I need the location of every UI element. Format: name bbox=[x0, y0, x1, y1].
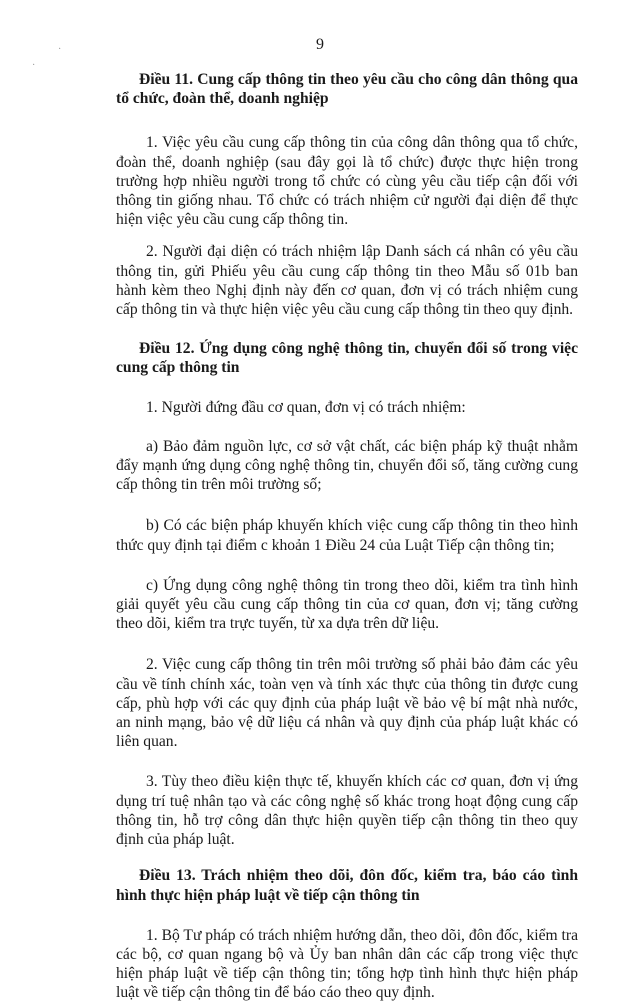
article-12-point-c: c) Ứng dụng công nghệ thông tin trong theo dõi, kiểm tra tình hình giải quyết yêu cầu cung cấp thông tin của cơ quan, đơn vị; tăng cường theo dõi, kiểm tra trực tuyến, từ xa dựa trên dữ liệu. bbox=[116, 576, 578, 633]
scan-speck: · bbox=[32, 60, 36, 71]
article-12-clause-1: 1. Người đứng đầu cơ quan, đơn vị có trách nhiệm: bbox=[146, 398, 466, 416]
article-11-clause-1: 1. Việc yêu cầu cung cấp thông tin của công dân thông qua tổ chức, đoàn thể, doanh nghiệp (sau đây gọi là tổ chức) được thực hiện trong trường hợp nhiều người trong tổ chức có cùng yêu cầu tiếp cận đối với thông tin giống nhau. Tổ chức có trách nhiệm cử người đại diện để thực hiện việc yêu cầu cung cấp thông tin. bbox=[116, 134, 578, 229]
document-body bbox=[116, 70, 578, 1003]
article-12-clause-3: 3. Tùy theo điều kiện thực tế, khuyến khích các cơ quan, đơn vị ứng dụng trí tuệ nhân tạo và các công nghệ số khác trong hoạt động cung cấp thông tin, hỗ trợ công dân thực hiện quyền tiếp cận thông tin theo quy định của pháp luật. bbox=[116, 773, 578, 849]
page-number: 9 bbox=[316, 36, 324, 53]
article-13-clause-1: 1. Bộ Tư pháp có trách nhiệm hướng dẫn, theo dõi, đôn đốc, kiểm tra các bộ, cơ quan ngang bộ và Ủy ban nhân dân các cấp trong việc thực hiện pháp luật về tiếp cận thông tin; tổng hợp tình hình thực hiện pháp luật về tiếp cận thông tin để báo cáo theo quy định. bbox=[116, 926, 578, 1002]
article-13-heading: Điều 13. Trách nhiệm theo dõi, đôn đốc, kiểm tra, báo cáo tình hình thực hiện pháp luật về tiếp cận thông tin bbox=[116, 867, 578, 904]
article-11-heading: Điều 11. Cung cấp thông tin theo yêu cầu cho công dân thông qua tổ chức, đoàn thể, doanh nghiệp bbox=[116, 71, 578, 108]
article-11-clause-2: 2. Người đại diện có trách nhiệm lập Danh sách cá nhân có yêu cầu thông tin, gửi Phiếu yêu cầu cung cấp thông tin theo Mẫu số 01b ban hành kèm theo Nghị định này đến cơ quan, đơn vị có trách nhiệm cung cấp thông tin và thực hiện việc yêu cầu cung cấp thông tin theo quy định. bbox=[116, 243, 578, 319]
article-12-clause-2: 2. Việc cung cấp thông tin trên môi trường số phải bảo đảm các yêu cầu về tính chính xác, toàn vẹn và tính xác thực của thông tin được cung cấp, phù hợp với các quy định của pháp luật về bảo vệ bí mật nhà nước, an ninh mạng, bảo vệ dữ liệu cá nhân và quy định của pháp luật khác có liên quan. bbox=[116, 656, 578, 751]
article-12-point-a: a) Bảo đảm nguồn lực, cơ sở vật chất, các biện pháp kỹ thuật nhằm đẩy mạnh ứng dụng công nghệ thông tin, chuyển đổi số, tăng cường cung cấp thông tin trên môi trường số; bbox=[116, 437, 578, 494]
article-12-point-b: b) Có các biện pháp khuyến khích việc cung cấp thông tin theo hình thức quy định tại điểm c khoản 1 Điều 24 của Luật Tiếp cận thông tin; bbox=[116, 517, 578, 554]
scan-speck: · bbox=[58, 44, 62, 55]
article-12-heading: Điều 12. Ứng dụng công nghệ thông tin, chuyển đổi số trong việc cung cấp thông tin bbox=[116, 340, 578, 377]
